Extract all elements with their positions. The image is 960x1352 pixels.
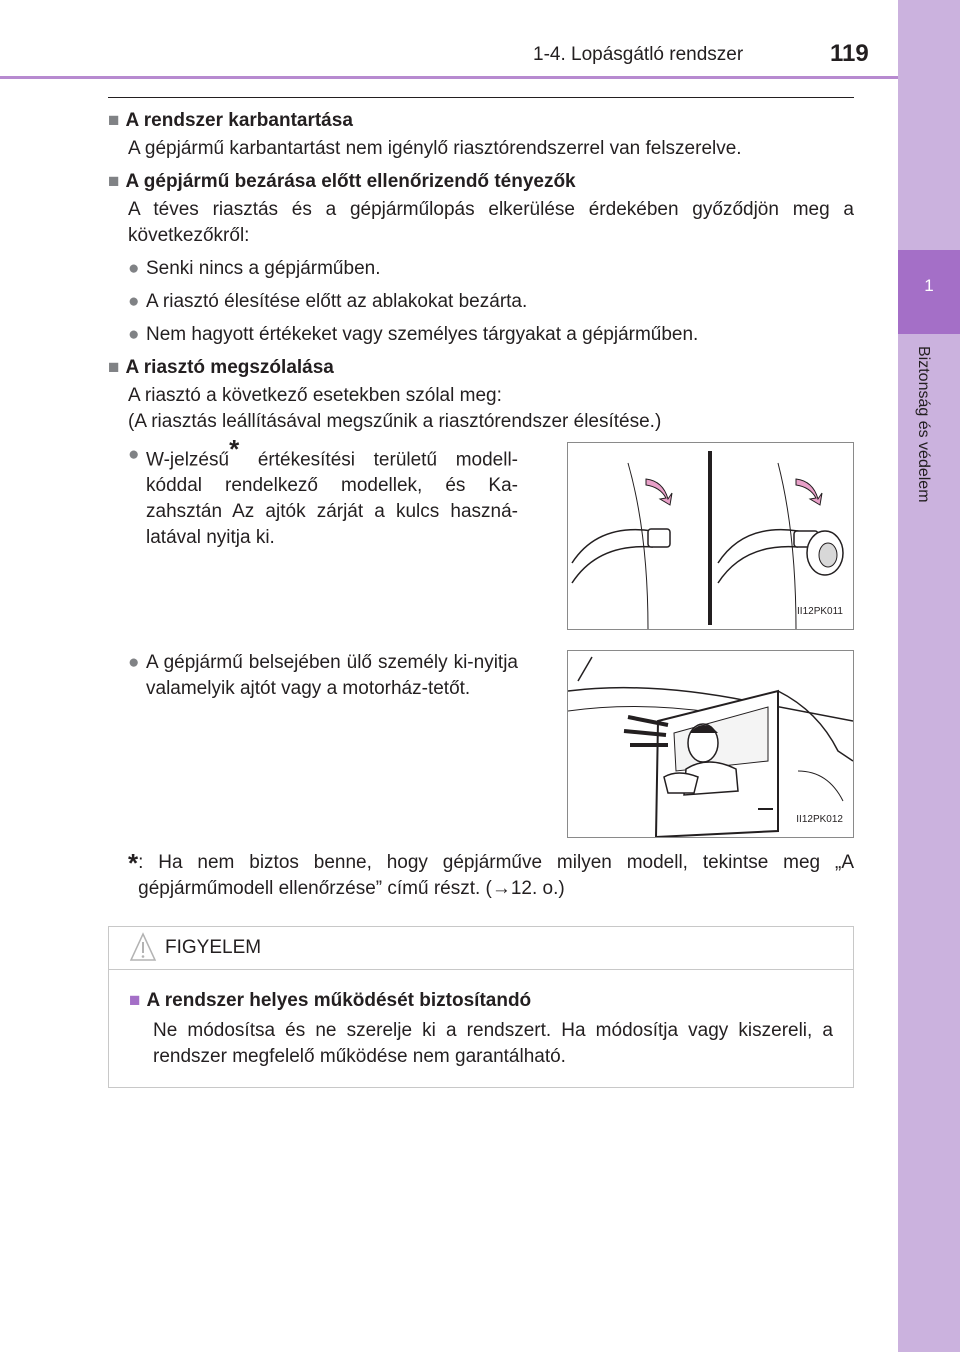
page-content xyxy=(108,108,854,902)
square-icon: ■ xyxy=(129,990,141,1011)
page-number: 119 xyxy=(830,40,869,67)
figure-code: II12PK012 xyxy=(796,814,843,825)
footnote xyxy=(128,850,854,902)
list-item: ● Senki nincs a gépjárműben. xyxy=(128,256,854,282)
list-item: ● A gépjármű belsejében ülő személy ki-nyitja valamelyik ajtót vagy a motorház-tetőt. xyxy=(128,650,518,838)
header-rule xyxy=(0,76,898,79)
section-header: 1-4. Lopásgátló rendszer xyxy=(533,44,744,65)
heading-maintenance: ■ A rendszer karbantartása xyxy=(108,110,353,131)
paragraph-check-items: A téves riasztás és a gépjárműlopás elkerülése érdekében győződjön meg a következőkről: xyxy=(128,199,854,246)
list-item: ● W-jelzésű* értékesítési területű modell-kóddal rendelkező modellek, és Ka-zahsztán Az ajtók zárját a kulcs haszná-latával nyitja ki. xyxy=(128,442,518,630)
figure-code: II12PK011 xyxy=(797,606,843,617)
bullet-icon: ● xyxy=(128,324,140,345)
paragraph-alarm-1: A riasztó a következő esetekben szólal meg: xyxy=(128,385,502,406)
warning-triangle-icon xyxy=(129,932,157,962)
warning-heading: ■ A rendszer helyes működését biztosítandó xyxy=(129,990,532,1011)
content-rule xyxy=(108,97,854,98)
warning-header xyxy=(109,927,853,970)
figure-door-key xyxy=(567,442,854,630)
warning-box xyxy=(108,926,854,1088)
square-icon: ■ xyxy=(108,110,120,131)
footnote-marker: * xyxy=(229,434,240,464)
square-icon: ■ xyxy=(108,357,120,378)
bullet-icon: ● xyxy=(128,444,140,465)
bullet-icon: ● xyxy=(128,652,140,673)
square-icon: ■ xyxy=(108,171,120,192)
chapter-label: Biztonság és védelem xyxy=(915,346,932,503)
chapter-number: 1 xyxy=(924,276,934,295)
paragraph-maintenance: A gépjármű karbantartást nem igénylő riasztórendszerrel van felszerelve. xyxy=(128,138,742,159)
list-item: ● Nem hagyott értékeket vagy személyes tárgyakat a gépjárműben. xyxy=(128,322,854,348)
footnote-text: : Ha nem biztos benne, hogy gépjárműve milyen modell, tekintse meg „A gépjárműmodell ellenőrzése” című részt. (→12. o.) xyxy=(138,852,854,899)
bullet-icon: ● xyxy=(128,291,140,312)
side-margin xyxy=(898,0,960,1352)
paragraph-alarm-2: (A riasztás leállításával megszűnik a riasztórendszer élesítése.) xyxy=(128,411,662,432)
heading-alarm-trigger: ■ A riasztó megszólalása xyxy=(108,357,334,378)
list-item: ● A riasztó élesítése előtt az ablakokat bezárta. xyxy=(128,289,854,315)
figure-row-door xyxy=(108,650,854,838)
warning-body xyxy=(109,970,853,1070)
figure-person-door xyxy=(567,650,854,838)
warning-text: Ne módosítsa és ne szerelje ki a rendszert. Ha módosítja vagy kiszereli, a rendszer megfelelő működése nem garantálható. xyxy=(153,1020,833,1067)
bullet-icon: ● xyxy=(128,258,140,279)
heading-check-items: ■ A gépjármű bezárása előtt ellenőrizendő tényezők xyxy=(108,171,576,192)
figure-row-key xyxy=(108,434,854,630)
footnote-marker: * xyxy=(128,848,139,878)
warning-label: FIGYELEM xyxy=(165,937,262,958)
